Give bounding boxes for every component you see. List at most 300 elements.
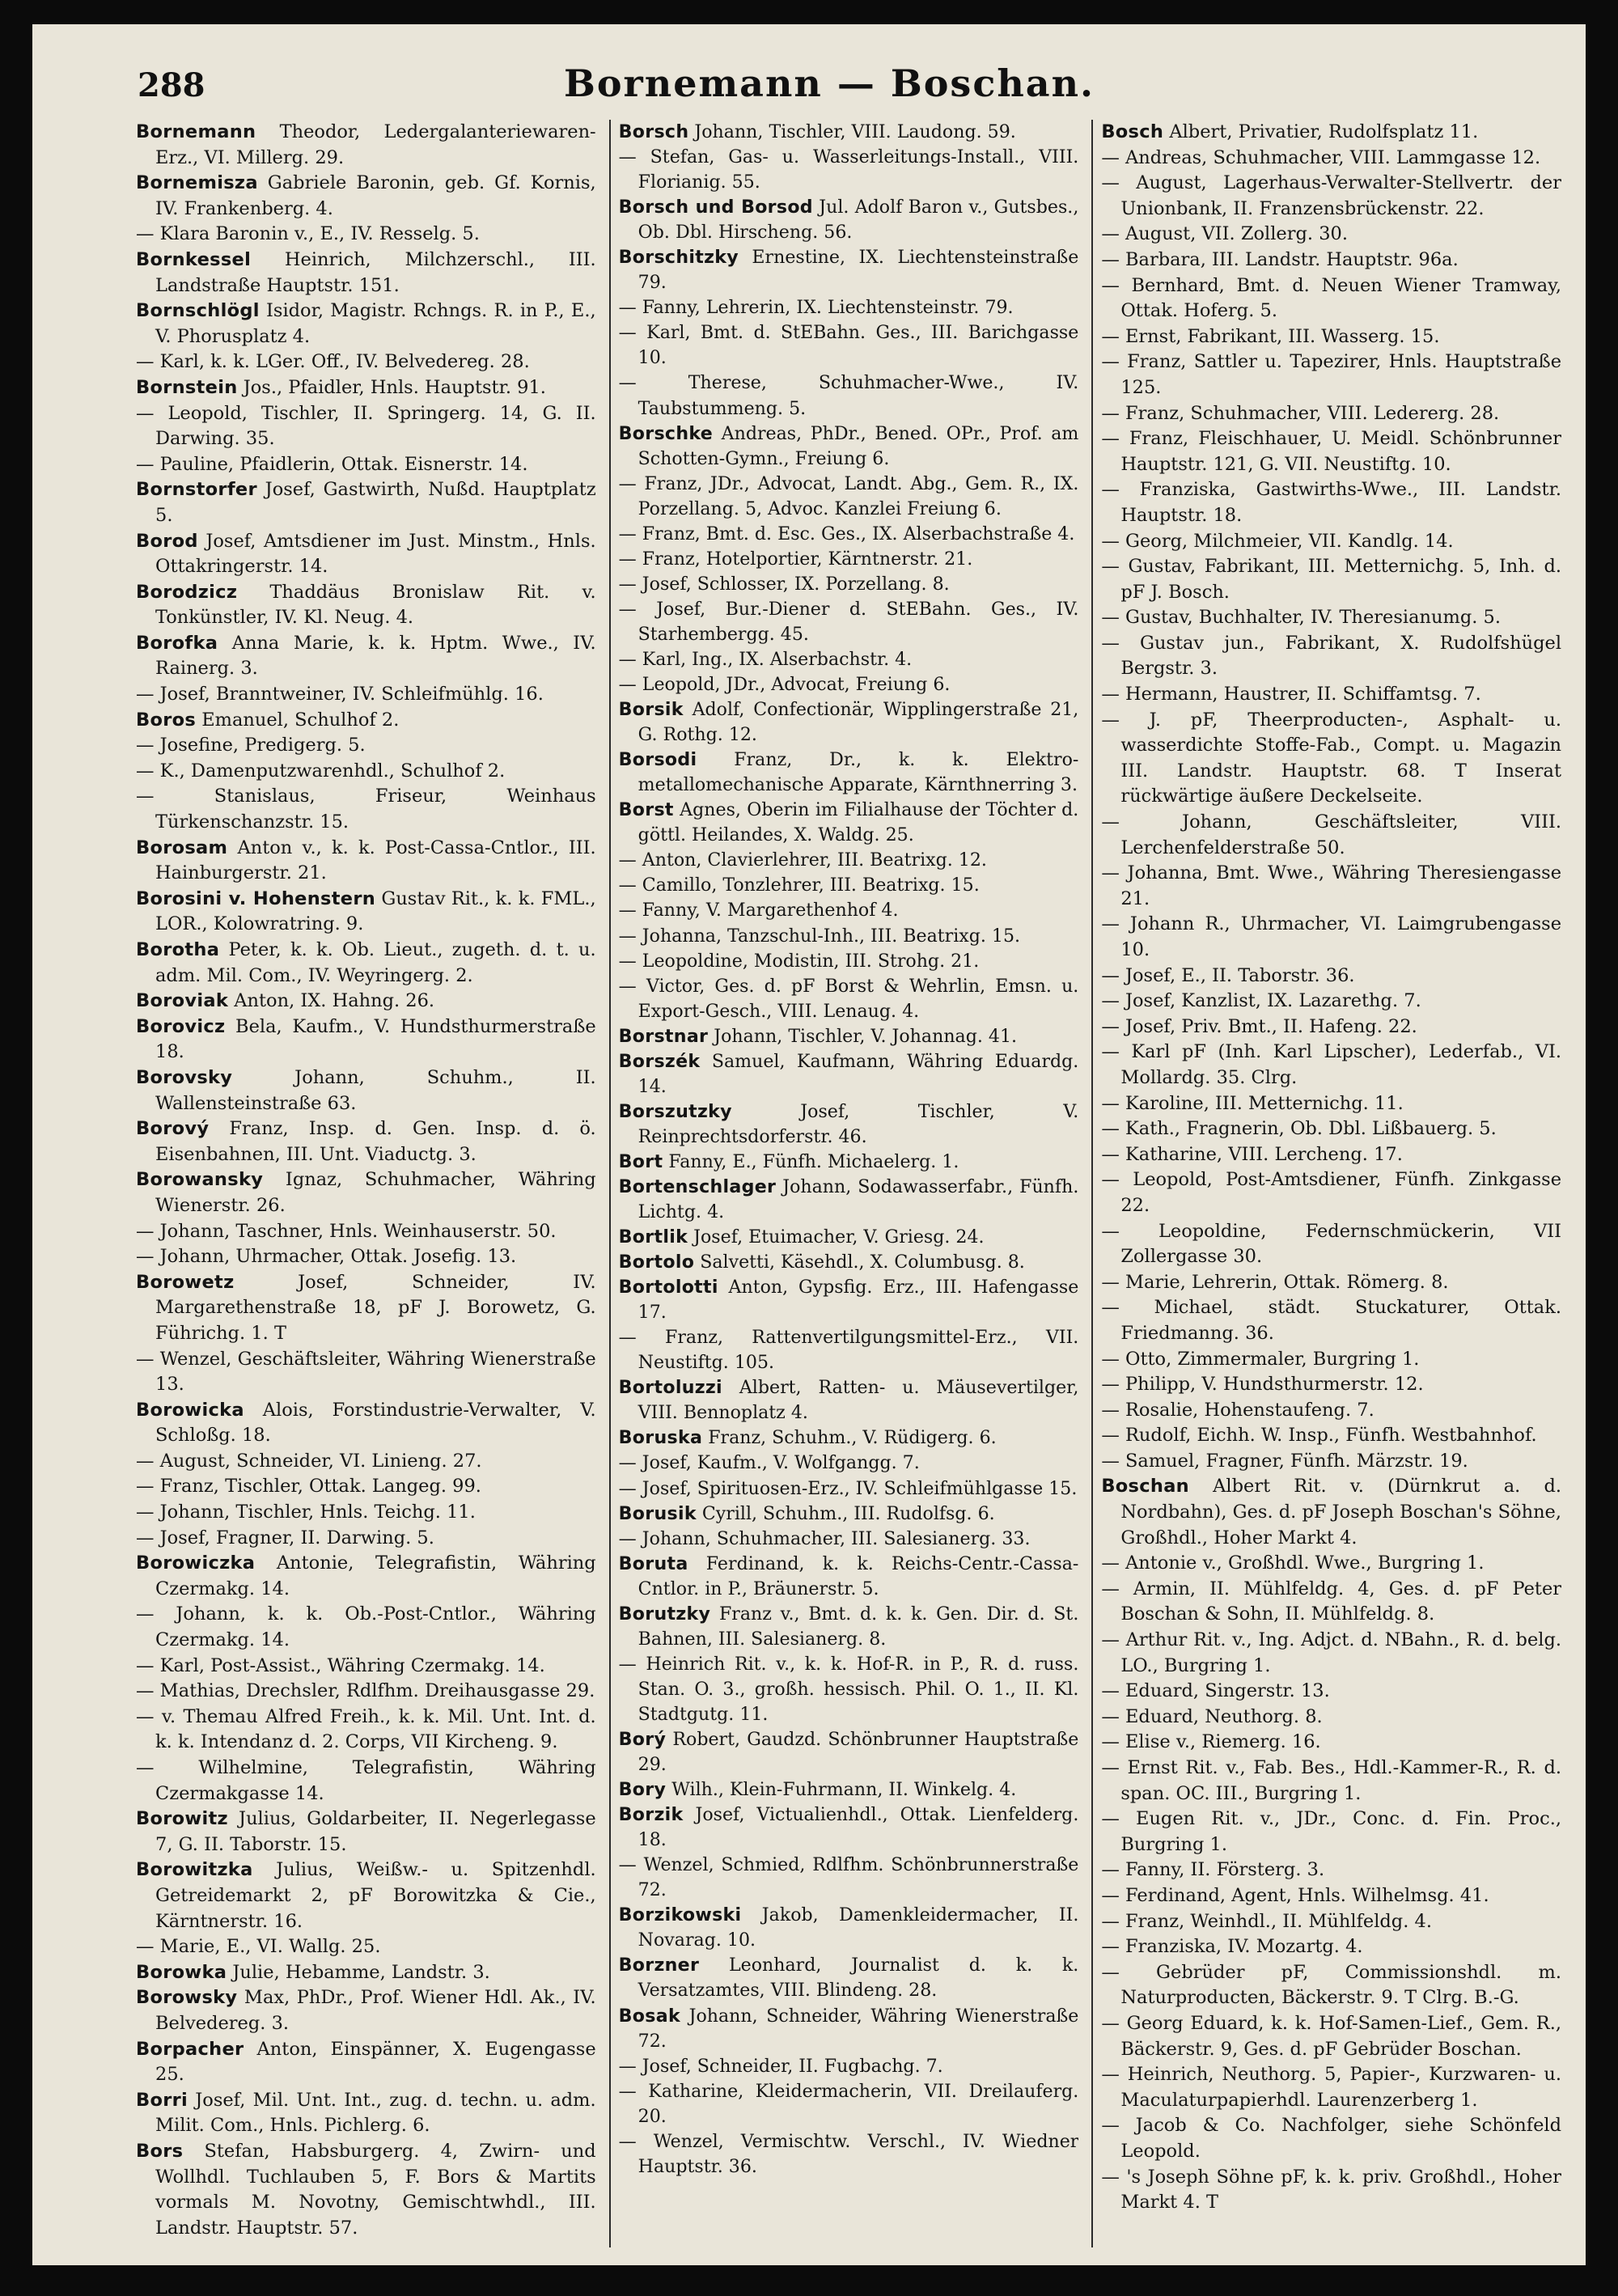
- directory-entry: [619, 1652, 1079, 1727]
- entry-text: Gustav Rit., k. k. FML., LOR., Kolowratring. 9.: [155, 887, 596, 935]
- entry-text: Fanny, E., Fünfh. Michaelerg. 1.: [663, 1150, 959, 1172]
- directory-entry: [619, 572, 1079, 597]
- entry-text: — Fanny, II. Försterg. 3.: [1101, 1859, 1325, 1881]
- directory-entry: [619, 245, 1079, 295]
- directory-entry: [1101, 861, 1561, 912]
- entry-text: — Johanna, Bmt. Wwe., Währing Theresiengasse 21.: [1101, 862, 1562, 909]
- entry-text: Adolf, Confectionär, Wipplingerstraße 21, G. Rothg. 12.: [637, 699, 1079, 746]
- entry-surname: Borowiczka: [136, 1553, 256, 1574]
- entry-text: — Heinrich Rit. v., k. k. Hof-R. in P., R. d. russ. Stan. O. 3., großh. hessisch. Phil. O. 1., II. Kl. Stadtgutg. 11.: [618, 1653, 1079, 1725]
- entry-surname: Borsch: [618, 121, 689, 142]
- entry-text: — K., Damenputzwarenhdl., Schulhof 2.: [136, 760, 506, 782]
- entry-text: — Antonie v., Großhdl. Wwe., Burgring 1.: [1101, 1553, 1485, 1574]
- entry-text: Franz v., Bmt. d. k. k. Gen. Dir. d. St. Bahnen, III. Salesianerg. 8.: [637, 1603, 1079, 1650]
- directory-entry: [1101, 529, 1561, 555]
- directory-entry: [619, 2054, 1079, 2079]
- directory-entry: [619, 522, 1079, 547]
- directory-entry: [1101, 1756, 1561, 1807]
- directory-entry: [619, 145, 1079, 195]
- directory-entry: [136, 1347, 596, 1398]
- entry-text: — Camillo, Tonzlehrer, III. Beatrixg. 15.: [618, 875, 980, 896]
- directory-entry: [136, 2088, 596, 2139]
- directory-entry: [1101, 120, 1561, 146]
- column-2: [609, 120, 1079, 2247]
- entry-text: Theodor, Ledergalanteriewaren-Erz., VI. Millerg. 29.: [155, 121, 596, 168]
- directory-entry: [619, 1175, 1079, 1225]
- entry-text: — Josef, Priv. Bmt., II. Hafeng. 22.: [1101, 1015, 1417, 1037]
- entry-text: Isidor, Magistr. Rchngs. R. in P., E., V. Phorusplatz 4.: [155, 300, 596, 347]
- directory-entry: [619, 1527, 1079, 1552]
- entry-text: — Heinrich, Neuthorg. 5, Papier-, Kurzwaren- u. Maculaturpapierhdl. Laurenzerberg 1.: [1101, 2064, 1562, 2111]
- directory-entry: [1101, 1551, 1561, 1577]
- entry-surname: Bortenschlager: [618, 1176, 777, 1197]
- entry-text: Ferdinand, k. k. Reichs-Centr.-Cassa-Cntlor. in P., Bräunerstr. 5.: [637, 1553, 1079, 1599]
- directory-entry: [136, 1244, 596, 1270]
- entry-text: Robert, Gaudzd. Schönbrunner Hauptstraße 29.: [637, 1729, 1079, 1776]
- entry-surname: Borowsky: [136, 1987, 238, 2009]
- directory-entry: [619, 898, 1079, 923]
- directory-entry: [136, 222, 596, 248]
- entry-text: — Jacob & Co. Nachfolger, siehe Schönfeld Leopold.: [1101, 2115, 1562, 2162]
- entry-text: — J. pF, Theerproducten-, Asphalt- u. wasserdichte Stoffe-Fab., Compt. u. Magazin III. Landstr. Hauptstr. 68. T Inserat rückwärtige äußere Deckelseite.: [1101, 709, 1562, 807]
- entry-text: — Kath., Fragnerin, Ob. Dbl. Lißbauerg. 5.: [1101, 1118, 1497, 1140]
- entry-text: — Johann, Geschäftsleiter, VIII. Lerchenfelderstraße 50.: [1101, 811, 1562, 858]
- entry-text: — Therese, Schuhmacher-Wwe., IV. Taubstummeng. 5.: [618, 372, 1079, 419]
- entry-text: — Arthur Rit. v., Ing. Adjct. d. NBahn., R. d. belg. LO., Burgring 1.: [1101, 1629, 1562, 1676]
- entry-surname: Borstnar: [618, 1025, 709, 1047]
- entry-text: — Josef, Kaufm., V. Wolfgangg. 7.: [618, 1452, 920, 1474]
- directory-entry: [136, 1858, 596, 1934]
- entry-surname: Borst: [618, 799, 674, 821]
- entry-text: — Wenzel, Schmied, Rdlfhm. Schönbrunnerstraße 72.: [618, 1854, 1079, 1901]
- columns: [136, 120, 1561, 2247]
- directory-entry: [1101, 912, 1561, 963]
- directory-entry: [136, 1270, 596, 1347]
- directory-entry: [1101, 1474, 1561, 1551]
- directory-entry: [136, 529, 596, 580]
- directory-entry: [619, 1802, 1079, 1853]
- directory-entry: [136, 989, 596, 1015]
- directory-entry: [619, 974, 1079, 1024]
- directory-entry: [136, 733, 596, 759]
- entry-text: — Johann, Uhrmacher, Ottak. Josefig. 13.: [136, 1246, 517, 1268]
- directory-entry: [1101, 1040, 1561, 1091]
- directory-entry: [136, 1551, 596, 1602]
- directory-entry: [1101, 554, 1561, 605]
- directory-entry: [136, 1756, 596, 1807]
- page-title: Bornemann — Boschan.: [563, 61, 1095, 105]
- entry-text: — Josef, Schneider, II. Fugbachg. 7.: [618, 2055, 943, 2077]
- entry-surname: Bornschlögl: [136, 300, 260, 322]
- entry-surname: Bornemisza: [136, 172, 258, 194]
- entry-text: — 's Joseph Söhne pF, k. k. priv. Großhdl., Hoher Markt 4. T: [1101, 2166, 1562, 2213]
- entry-text: — Karoline, III. Metternichg. 11.: [1101, 1092, 1404, 1114]
- entry-surname: Borszék: [618, 1050, 701, 1072]
- entry-surname: Borodzicz: [136, 581, 238, 603]
- directory-entry: [619, 924, 1079, 949]
- directory-entry: [1101, 1858, 1561, 1883]
- directory-entry: [619, 597, 1079, 647]
- entry-text: — Karl pF (Inh. Karl Lipscher), Lederfab., VI. Mollardg. 35. Clrg.: [1101, 1041, 1562, 1088]
- entry-surname: Bortolo: [618, 1252, 695, 1273]
- entry-surname: Borpacher: [136, 2038, 244, 2060]
- entry-text: — Franz, Schuhmacher, VIII. Ledererg. 28.: [1101, 402, 1500, 424]
- directory-entry: [136, 375, 596, 401]
- page-number: 288: [138, 66, 205, 104]
- entry-text: — v. Themau Alfred Freih., k. k. Mil. Unt. Int. d. k. k. Intendanz d. 2. Corps, VII Kircheng. 9.: [136, 1705, 596, 1753]
- entry-text: — Franz, Tischler, Ottak. Langeg. 99.: [136, 1476, 481, 1497]
- directory-entry: [619, 1602, 1079, 1652]
- directory-entry: [1101, 1091, 1561, 1117]
- entry-text: — Johann, Taschner, Hnls. Weinhauserstr. 50.: [136, 1220, 557, 1242]
- entry-surname: Borofka: [136, 632, 218, 654]
- directory-entry: [136, 1807, 596, 1858]
- entry-text: — Josef, Kanzlist, IX. Lazarethg. 7.: [1101, 990, 1421, 1012]
- entry-text: Jul. Adolf Baron v., Gutsbes., Ob. Dbl. Hirscheng. 56.: [637, 197, 1079, 244]
- entry-surname: Borowicka: [136, 1399, 244, 1421]
- entry-text: Julius, Goldarbeiter, II. Negerlegasse 7, G. II. Taborstr. 15.: [155, 1808, 596, 1855]
- entry-text: Ignaz, Schuhmacher, Währing Wienerstr. 26.: [155, 1169, 596, 1216]
- directory-page: [32, 24, 1586, 2265]
- directory-entry: [619, 873, 1079, 898]
- entry-surname: Borový: [136, 1118, 210, 1140]
- directory-entry: [136, 887, 596, 938]
- directory-entry: [136, 631, 596, 682]
- entry-surname: Borowansky: [136, 1169, 264, 1191]
- directory-entry: [1101, 222, 1561, 248]
- directory-entry: [1101, 146, 1561, 172]
- directory-entry: [136, 1705, 596, 1756]
- entry-text: Antonie, Telegrafistin, Währing Czermakg. 14.: [155, 1553, 596, 1599]
- entry-surname: Borutzky: [618, 1603, 711, 1625]
- entry-text: — Karl, Ing., IX. Alserbachstr. 4.: [618, 648, 913, 670]
- entry-text: Albert, Ratten- u. Mäusevertilger, VIII. Bennoplatz 4.: [637, 1377, 1079, 1424]
- entry-text: — Franziska, Gastwirths-Wwe., III. Landstr. Hauptstr. 18.: [1101, 479, 1562, 526]
- directory-entry: [619, 1502, 1079, 1527]
- directory-entry: [136, 1500, 596, 1526]
- entry-surname: Borsch und Borsod: [618, 197, 813, 218]
- directory-entry: [136, 580, 596, 631]
- entry-text: — Johann, Tischler, Hnls. Teichg. 11.: [136, 1502, 476, 1523]
- directory-entry: [619, 195, 1079, 245]
- entry-text: — Michael, städt. Stuckaturer, Ottak. Friedmanng. 36.: [1101, 1297, 1562, 1344]
- directory-entry: [619, 2129, 1079, 2180]
- entry-text: — Marie, E., VI. Wallg. 25.: [136, 1936, 381, 1958]
- entry-text: — Fanny, V. Margarethenhof 4.: [618, 900, 899, 921]
- entry-surname: Boruta: [618, 1553, 688, 1574]
- directory-entry: [619, 1727, 1079, 1777]
- entry-text: Franz, Dr., k. k. Elektro-metallomechanische Apparate, Kärnthnerring 3.: [637, 749, 1079, 796]
- entry-text: Gabriele Baronin, geb. Gf. Kornis, IV. Frankenberg. 4.: [155, 172, 596, 219]
- entry-text: — Ferdinand, Agent, Hnls. Wilhelmsg. 41.: [1101, 1884, 1489, 1906]
- entry-text: Agnes, Oberin im Filialhause der Töchter d. göttl. Heilandes, X. Waldg. 25.: [637, 799, 1079, 846]
- entry-text: — Wenzel, Geschäftsleiter, Währing Wienerstraße 13.: [136, 1348, 596, 1396]
- entry-text: — Josef, Bur.-Diener d. StEBahn. Ges., IV. Starhembergg. 45.: [618, 598, 1079, 645]
- entry-text: — Franz, Fleischhauer, U. Meidl. Schönbrunner Hauptstr. 121, G. VII. Neustiftg. 10.: [1101, 428, 1562, 475]
- entry-text: Bela, Kaufm., V. Hundsthurmerstraße 18.: [155, 1015, 596, 1063]
- entry-surname: Boschan: [1101, 1476, 1190, 1497]
- entry-text: — Rosalie, Hohenstaufeng. 7.: [1101, 1399, 1374, 1421]
- directory-entry: [1101, 1167, 1561, 1218]
- directory-entry: [1101, 810, 1561, 861]
- entry-text: — Leopold, JDr., Advocat, Freiung 6.: [618, 674, 951, 696]
- entry-text: — Franz, Rattenvertilgungsmittel-Erz., VII. Neustiftg. 105.: [618, 1327, 1079, 1374]
- entry-surname: Boruska: [618, 1427, 703, 1449]
- directory-entry: [1101, 1142, 1561, 1168]
- entry-text: Josef, Mil. Unt. Int., zug. d. techn. u. adm. Milit. Com., Hnls. Pichlerg. 6.: [155, 2089, 596, 2137]
- entry-surname: Borszutzky: [618, 1100, 732, 1122]
- directory-entry: [136, 349, 596, 375]
- entry-text: — Josef, Branntweiner, IV. Schleifmühlg. 16.: [136, 684, 544, 705]
- directory-entry: [136, 1985, 596, 2036]
- entry-text: Ernestine, IX. Liechtensteinstraße 79.: [637, 247, 1079, 294]
- directory-entry: [619, 1476, 1079, 1502]
- directory-entry: [619, 798, 1079, 848]
- entry-surname: Borowitzka: [136, 1859, 253, 1881]
- directory-entry: [1101, 1909, 1561, 1935]
- directory-entry: [619, 1451, 1079, 1476]
- entry-text: Albert Rit. v. (Dürnkrut a. d. Nordbahn), Ges. d. pF Joseph Boschan's Söhne, Großhdl., Hoher Markt 4.: [1120, 1476, 1562, 1548]
- entry-text: — Gustav jun., Fabrikant, X. Rudolfshügel Bergstr. 3.: [1101, 632, 1562, 680]
- directory-entry: [619, 748, 1079, 798]
- entry-text: — Hermann, Haustrer, II. Schiffamtsg. 7.: [1101, 684, 1481, 705]
- directory-entry: [1101, 1934, 1561, 1960]
- entry-text: — Barbara, III. Landstr. Hauptstr. 96a.: [1101, 248, 1459, 270]
- directory-entry: [1101, 1372, 1561, 1398]
- entry-surname: Borsik: [618, 699, 684, 721]
- entry-text: Leonhard, Journalist d. k. k. Versatzamtes, VIII. Blindeng. 28.: [637, 1955, 1079, 2002]
- directory-entry: [136, 1398, 596, 1449]
- entry-text: Johann, Tischler, VIII. Laudong. 59.: [688, 121, 1016, 142]
- directory-entry: [136, 1526, 596, 1552]
- entry-text: — Franz, Bmt. d. Esc. Ges., IX. Alserbachstraße 4.: [618, 523, 1075, 544]
- directory-entry: [619, 1325, 1079, 1375]
- entry-text: — Franz, Weinhdl., II. Mühlfeldg. 4.: [1101, 1910, 1432, 1932]
- directory-entry: [619, 1099, 1079, 1150]
- column-3: [1091, 120, 1561, 2247]
- entry-text: — Franz, Hotelportier, Kärntnerstr. 21.: [618, 548, 973, 570]
- entry-surname: Bornstein: [136, 376, 238, 398]
- directory-entry: [1101, 1577, 1561, 1628]
- directory-entry: [136, 120, 596, 171]
- entry-text: — Karl, Post-Assist., Währing Czermakg. 14.: [136, 1654, 545, 1676]
- directory-entry: [1101, 1679, 1561, 1705]
- directory-entry: [136, 1960, 596, 1986]
- directory-entry: [619, 2004, 1079, 2054]
- directory-entry: [136, 708, 596, 734]
- directory-entry: [1101, 2165, 1561, 2216]
- directory-entry: [136, 1116, 596, 1167]
- directory-entry: [619, 1250, 1079, 1275]
- directory-entry: [619, 1953, 1079, 2003]
- directory-entry: [619, 295, 1079, 320]
- entry-text: Julie, Hebamme, Landstr. 3.: [227, 1961, 490, 1983]
- entry-text: — Eugen Rit. v., JDr., Conc. d. Fin. Proc., Burgring 1.: [1101, 1808, 1562, 1855]
- entry-text: — Josef, Schlosser, IX. Porzellang. 8.: [618, 573, 950, 595]
- directory-entry: [1101, 1730, 1561, 1756]
- entry-surname: Bort: [618, 1150, 663, 1172]
- directory-entry: [619, 1150, 1079, 1175]
- directory-entry: [1101, 349, 1561, 400]
- entry-text: Jakob, Damenkleidermacher, II. Novarag. 10.: [637, 1904, 1079, 1951]
- entry-surname: Borowetz: [136, 1271, 235, 1293]
- entry-text: Johann, Schneider, Währing Wienerstraße 72.: [637, 2005, 1079, 2052]
- entry-surname: Bors: [136, 2140, 184, 2162]
- entry-text: Julius, Weißw.- u. Spitzenhdl. Getreidemarkt 2, pF Borowitzka & Cie., Kärntnerstr. 16.: [155, 1859, 596, 1932]
- entry-surname: Boroviak: [136, 990, 229, 1012]
- directory-entry: [1101, 1295, 1561, 1346]
- directory-entry: [619, 1275, 1079, 1325]
- entry-surname: Borschke: [618, 422, 714, 444]
- entry-text: — Leopold, Tischler, II. Springerg. 14, G. II. Darwing. 35.: [136, 402, 596, 450]
- entry-surname: Boros: [136, 709, 197, 731]
- directory-entry: [1101, 989, 1561, 1015]
- entry-surname: Bornemann: [136, 121, 256, 142]
- directory-entry: [136, 938, 596, 989]
- entry-surname: Borowitz: [136, 1808, 228, 1830]
- entry-text: — Samuel, Fragner, Fünfh. Märzstr. 19.: [1101, 1450, 1468, 1472]
- directory-entry: [136, 1602, 596, 1653]
- directory-entry: [619, 120, 1079, 145]
- directory-entry: [619, 1853, 1079, 1903]
- entry-text: Samuel, Kaufmann, Währing Eduardg. 14.: [637, 1050, 1079, 1097]
- entry-text: — Karl, Bmt. d. StEBahn. Ges., III. Barichgasse 10.: [618, 322, 1079, 369]
- entry-text: Franz, Insp. d. Gen. Insp. d. ö. Eisenbahnen, III. Unt. Viaductg. 3.: [155, 1118, 596, 1165]
- directory-entry: [619, 848, 1079, 873]
- directory-entry: [1101, 605, 1561, 631]
- entry-surname: Borod: [136, 530, 198, 552]
- entry-text: Josef, Gastwirth, Nußd. Hauptplatz 5.: [155, 479, 596, 526]
- entry-text: Josef, Tischler, V. Reinprechtsdorferstr. 46.: [637, 1100, 1079, 1147]
- directory-entry: [136, 299, 596, 349]
- directory-entry: [1101, 1270, 1561, 1296]
- directory-entry: [619, 1049, 1079, 1099]
- entry-text: — Katharine, VIII. Lercheng. 17.: [1101, 1143, 1403, 1165]
- directory-entry: [1101, 477, 1561, 528]
- directory-entry: [1101, 1807, 1561, 1858]
- entry-surname: Bornstorfer: [136, 479, 257, 501]
- entry-text: — Mathias, Drechsler, Rdlfhm. Dreihausgasse 29.: [136, 1680, 595, 1702]
- entry-text: Peter, k. k. Ob. Lieut., zugeth. d. t. u. adm. Mil. Com., IV. Weyringerg. 2.: [155, 939, 596, 986]
- entry-surname: Bortlik: [618, 1226, 688, 1248]
- directory-entry: [136, 759, 596, 785]
- directory-entry: [136, 682, 596, 708]
- directory-entry: [136, 248, 596, 299]
- entry-text: — Franz, Sattler u. Tapezirer, Hnls. Hauptstraße 125.: [1101, 351, 1562, 398]
- directory-entry: [136, 452, 596, 478]
- entry-surname: Borusik: [618, 1502, 697, 1524]
- entry-text: Josef, Amtsdiener im Just. Minstm., Hnls. Ottakringerstr. 14.: [155, 530, 596, 578]
- entry-text: Emanuel, Schulhof 2.: [196, 709, 400, 731]
- directory-entry: [1101, 1883, 1561, 1909]
- entry-text: — Ernst Rit. v., Fab. Bes., Hdl.-Kammer-R., R. d. span. OC. III., Burgring 1.: [1101, 1757, 1562, 1804]
- entry-text: — August, Lagerhaus-Verwalter-Stellvertr. der Unionbank, II. Franzensbrückenstr. 22.: [1101, 172, 1562, 219]
- entry-text: — Andreas, Schuhmacher, VIII. Lammgasse 12.: [1101, 146, 1541, 168]
- entry-text: Josef, Schneider, IV. Margarethenstraße 18, pF J. Borowetz, G. Führichg. 1. T: [155, 1271, 596, 1344]
- directory-entry: [1101, 1398, 1561, 1424]
- entry-text: Cyrill, Schuhm., III. Rudolfsg. 6.: [696, 1502, 995, 1524]
- directory-entry: [619, 371, 1079, 421]
- directory-entry: [1101, 401, 1561, 427]
- directory-entry: [1101, 2062, 1561, 2113]
- directory-entry: [619, 1024, 1079, 1049]
- entry-text: — Josef, Fragner, II. Darwing. 5.: [136, 1527, 434, 1548]
- directory-entry: [1101, 708, 1561, 810]
- entry-text: — Wenzel, Vermischtw. Verschl., IV. Wiedner Hauptstr. 36.: [618, 2130, 1079, 2177]
- entry-text: — Ernst, Fabrikant, III. Wasserg. 15.: [1101, 325, 1440, 347]
- directory-entry: [136, 1474, 596, 1500]
- entry-text: — Elise v., Riemerg. 16.: [1101, 1731, 1321, 1753]
- directory-entry: [619, 472, 1079, 522]
- entry-text: — Georg Eduard, k. k. Hof-Samen-Lief., Gem. R., Bäckerstr. 9, Ges. d. pF Gebrüder Boschan.: [1101, 2012, 1562, 2060]
- entry-surname: Bortoluzzi: [618, 1377, 722, 1399]
- directory-entry: [136, 1015, 596, 1065]
- directory-entry: [136, 1449, 596, 1475]
- entry-text: — Wilhelmine, Telegrafistin, Währing Czermakgasse 14.: [136, 1757, 596, 1804]
- entry-text: Andreas, PhDr., Bened. OPr., Prof. am Schotten-Gymn., Freiung 6.: [637, 422, 1079, 469]
- entry-text: — Katharine, Kleidermacherin, VII. Dreilauferg. 20.: [618, 2080, 1079, 2127]
- entry-surname: Borowka: [136, 1961, 227, 1983]
- directory-entry: [619, 421, 1079, 472]
- entry-text: Anton, Gypsfig. Erz., III. Hafengasse 17.: [637, 1277, 1079, 1324]
- entry-text: — Gustav, Fabrikant, III. Metternichg. 5, Inh. d. pF J. Bosch.: [1101, 556, 1562, 603]
- entry-text: — Johanna, Tanzschul-Inh., III. Beatrixg. 15.: [618, 925, 1021, 947]
- directory-entry: [619, 547, 1079, 572]
- entry-text: — Georg, Milchmeier, VII. Kandlg. 14.: [1101, 530, 1454, 552]
- entry-text: — Eduard, Neuthorg. 8.: [1101, 1705, 1323, 1727]
- entry-text: Johann, Sodawasserfabr., Fünfh. Lichtg. 4.: [637, 1176, 1079, 1223]
- directory-entry: [1101, 248, 1561, 273]
- entry-text: — Rudolf, Eichh. W. Insp., Fünfh. Westbahnhof.: [1101, 1425, 1537, 1447]
- entry-surname: Borzner: [618, 1955, 700, 1976]
- directory-entry: [1101, 1628, 1561, 1679]
- directory-entry: [619, 1777, 1079, 1802]
- entry-text: — Philipp, V. Hundsthurmerstr. 12.: [1101, 1374, 1424, 1396]
- directory-entry: [1101, 1705, 1561, 1730]
- directory-entry: [1101, 273, 1561, 324]
- directory-entry: [1101, 964, 1561, 989]
- entry-text: — Franziska, IV. Mozartg. 4.: [1101, 1936, 1363, 1958]
- directory-entry: [1101, 1219, 1561, 1270]
- entry-surname: Bory: [618, 1779, 667, 1801]
- directory-entry: [619, 1425, 1079, 1451]
- directory-entry: [619, 697, 1079, 748]
- directory-entry: [619, 1375, 1079, 1425]
- entry-text: — Stanislaus, Friseur, Weinhaus Türkenschanzstr. 15.: [136, 786, 596, 833]
- entry-text: Anton v., k. k. Post-Cassa-Cntlor., III. Hainburgerstr. 21.: [155, 837, 596, 884]
- entry-text: Anton, Einspänner, X. Eugengasse 25.: [155, 2038, 596, 2086]
- entry-surname: Borri: [136, 2089, 188, 2111]
- entry-text: — Josef, E., II. Taborstr. 36.: [1101, 964, 1355, 986]
- entry-text: Wilh., Klein-Fuhrmann, II. Winkelg. 4.: [666, 1779, 1017, 1801]
- page-header: [138, 57, 1521, 113]
- entry-text: Jos., Pfaidler, Hnls. Hauptstr. 91.: [237, 376, 546, 398]
- directory-entry: [1101, 1347, 1561, 1373]
- entry-text: — Leopold, Post-Amtsdiener, Fünfh. Zinkgasse 22.: [1101, 1169, 1562, 1216]
- entry-text: Johann, Schuhm., II. Wallensteinstraße 63.: [155, 1066, 596, 1114]
- directory-entry: [619, 320, 1079, 371]
- directory-entry: [136, 1654, 596, 1680]
- directory-entry: [136, 1679, 596, 1705]
- directory-entry: [619, 1552, 1079, 1602]
- entry-text: Thaddäus Bronislaw Rit. v. Tonkünstler, IV. Kl. Neug. 4.: [155, 581, 596, 629]
- entry-surname: Bosak: [618, 2005, 680, 2027]
- entry-text: — August, VII. Zollerg. 30.: [1101, 223, 1348, 245]
- entry-text: Max, PhDr., Prof. Wiener Hdl. Ak., IV. Belvedereg. 3.: [155, 1987, 596, 2034]
- entry-surname: Borosam: [136, 837, 228, 858]
- directory-entry: [136, 1065, 596, 1116]
- directory-entry: [136, 784, 596, 835]
